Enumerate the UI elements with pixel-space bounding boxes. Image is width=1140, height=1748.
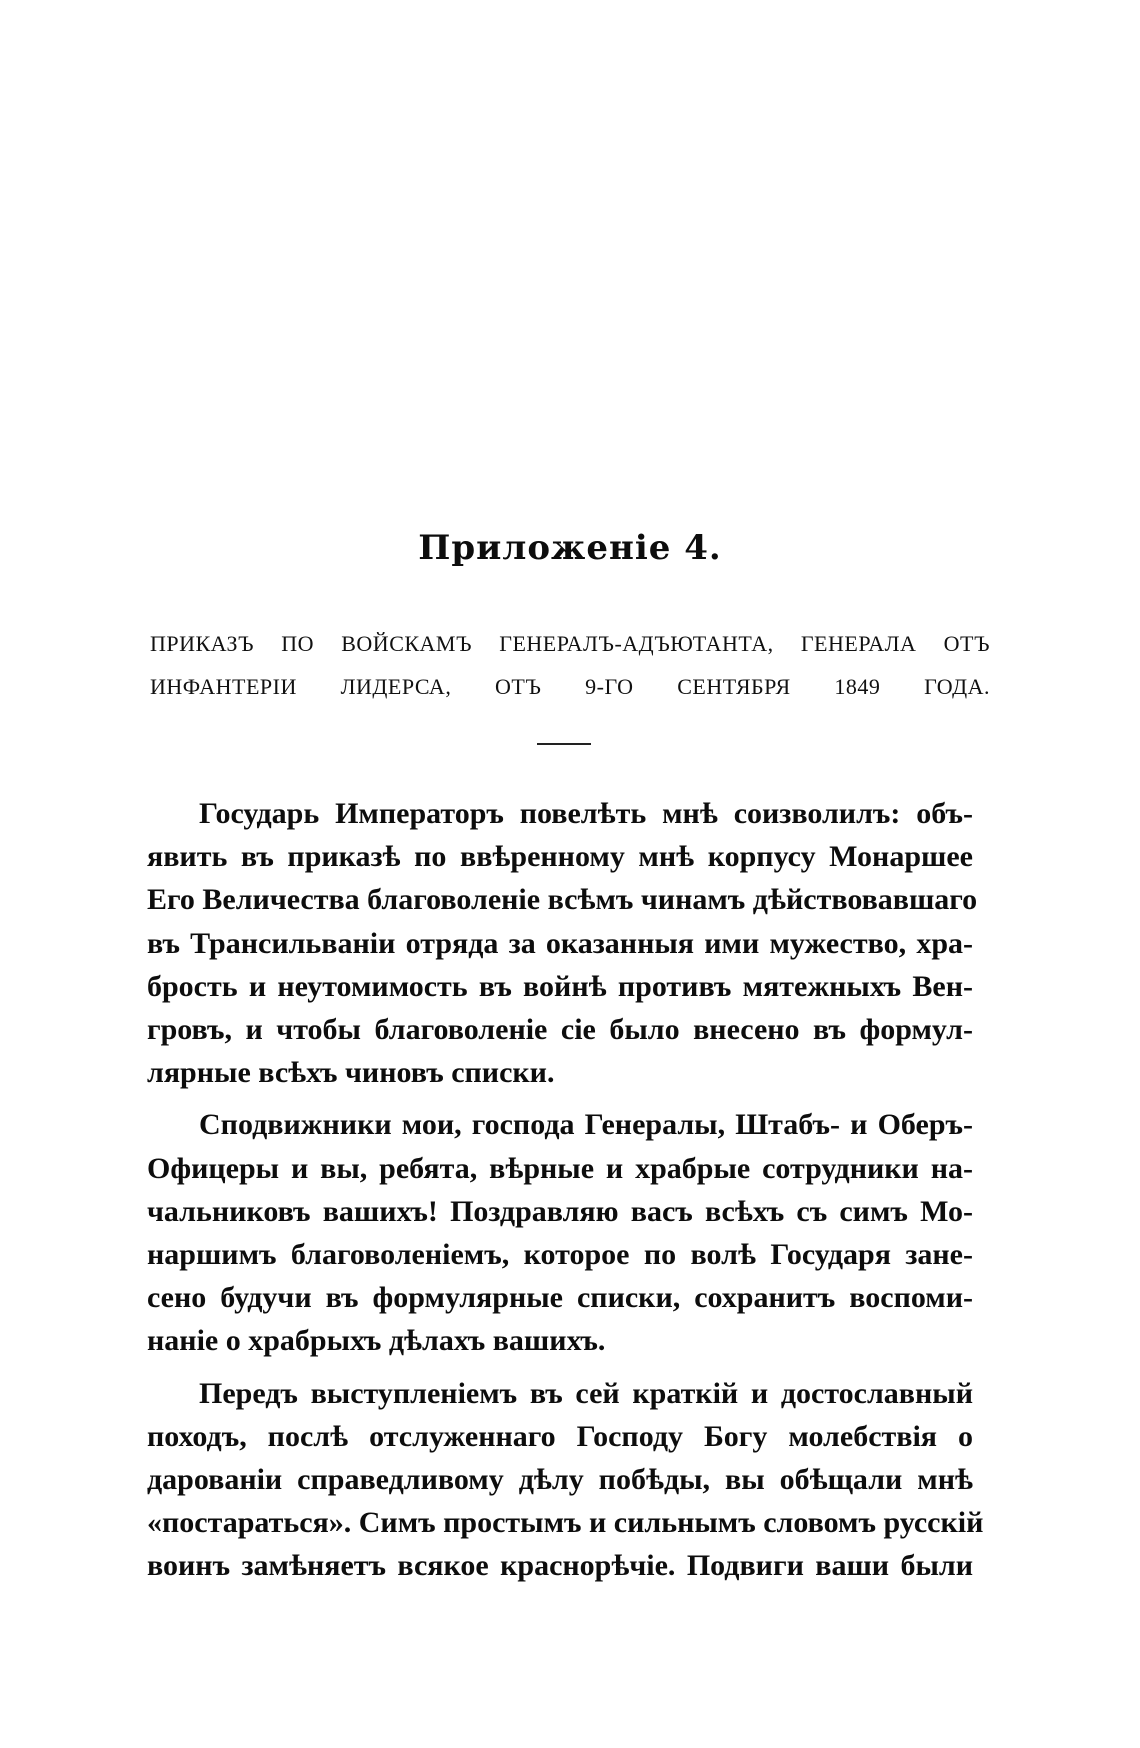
text-line: Передъ выступленіемъ въ сей краткій и достославный	[199, 1376, 973, 1410]
text-line: наніе о храбрыхъ дѣлахъ вашихъ.	[147, 1324, 606, 1358]
text-line: наршимъ благоволеніемъ, которое по волѣ Государя зане-	[147, 1238, 973, 1272]
text-line: гровъ, и чтобы благоволеніе сіе было внесено въ формул-	[147, 1013, 973, 1047]
paragraph-2	[147, 1103, 973, 1362]
appendix-heading: Приложеніе 4.	[418, 528, 722, 568]
paragraph-1	[147, 792, 978, 1094]
text-line: «постараться». Симъ простымъ и сильнымъ словомъ русскій	[147, 1506, 984, 1540]
text-line: Государь Императоръ повелѣть мнѣ соизволилъ: объ-	[199, 797, 973, 830]
order-subtitle	[150, 622, 990, 708]
text-line: походъ, послѣ отслуженнаго Господу Богу молебствія о	[147, 1419, 973, 1453]
paragraph-3	[147, 1372, 984, 1588]
text-line: въ Трансильваніи отряда за оказанныя ими мужество, хра-	[147, 926, 973, 960]
text-line: брость и неутомимость въ войнѣ противъ мятежныхъ Вен-	[147, 969, 973, 1003]
section-divider	[537, 743, 591, 745]
subtitle-line: ИНФАНТЕРІИ ЛИДЕРСА, ОТЪ 9-ГО СЕНТЯБРЯ 1849 ГОДА.	[150, 674, 990, 699]
text-line: явить въ приказѣ по ввѣренному мнѣ корпусу Монаршее	[147, 840, 973, 874]
text-line: сено будучи въ формулярные списки, сохранитъ воспоми-	[147, 1281, 973, 1315]
text-line: воинъ замѣняетъ всякое краснорѣчіе. Подвиги ваши были	[147, 1549, 973, 1583]
text-line: чальниковъ вашихъ! Поздравляю васъ всѣхъ съ симъ Мо-	[147, 1194, 973, 1228]
text-line: Офицеры и вы, ребята, вѣрные и храбрые сотрудники на-	[147, 1151, 973, 1185]
text-line: Его Величества благоволеніе всѣмъ чинамъ дѣйствовавшаго	[147, 883, 978, 917]
body-text	[147, 792, 984, 1597]
text-line: лярные всѣхъ чиновъ списки.	[147, 1056, 555, 1090]
subtitle-line: ПРИКАЗЪ ПО ВОЙСКАМЪ ГЕНЕРАЛЪ-АДЪЮТАНТА, ГЕНЕРАЛА ОТЪ	[150, 631, 990, 656]
text-line: дарованіи справедливому дѣлу побѣды, вы обѣщали мнѣ	[147, 1463, 973, 1497]
text-line: Сподвижники мои, господа Генералы, Штабъ- и Оберъ-	[199, 1108, 973, 1142]
